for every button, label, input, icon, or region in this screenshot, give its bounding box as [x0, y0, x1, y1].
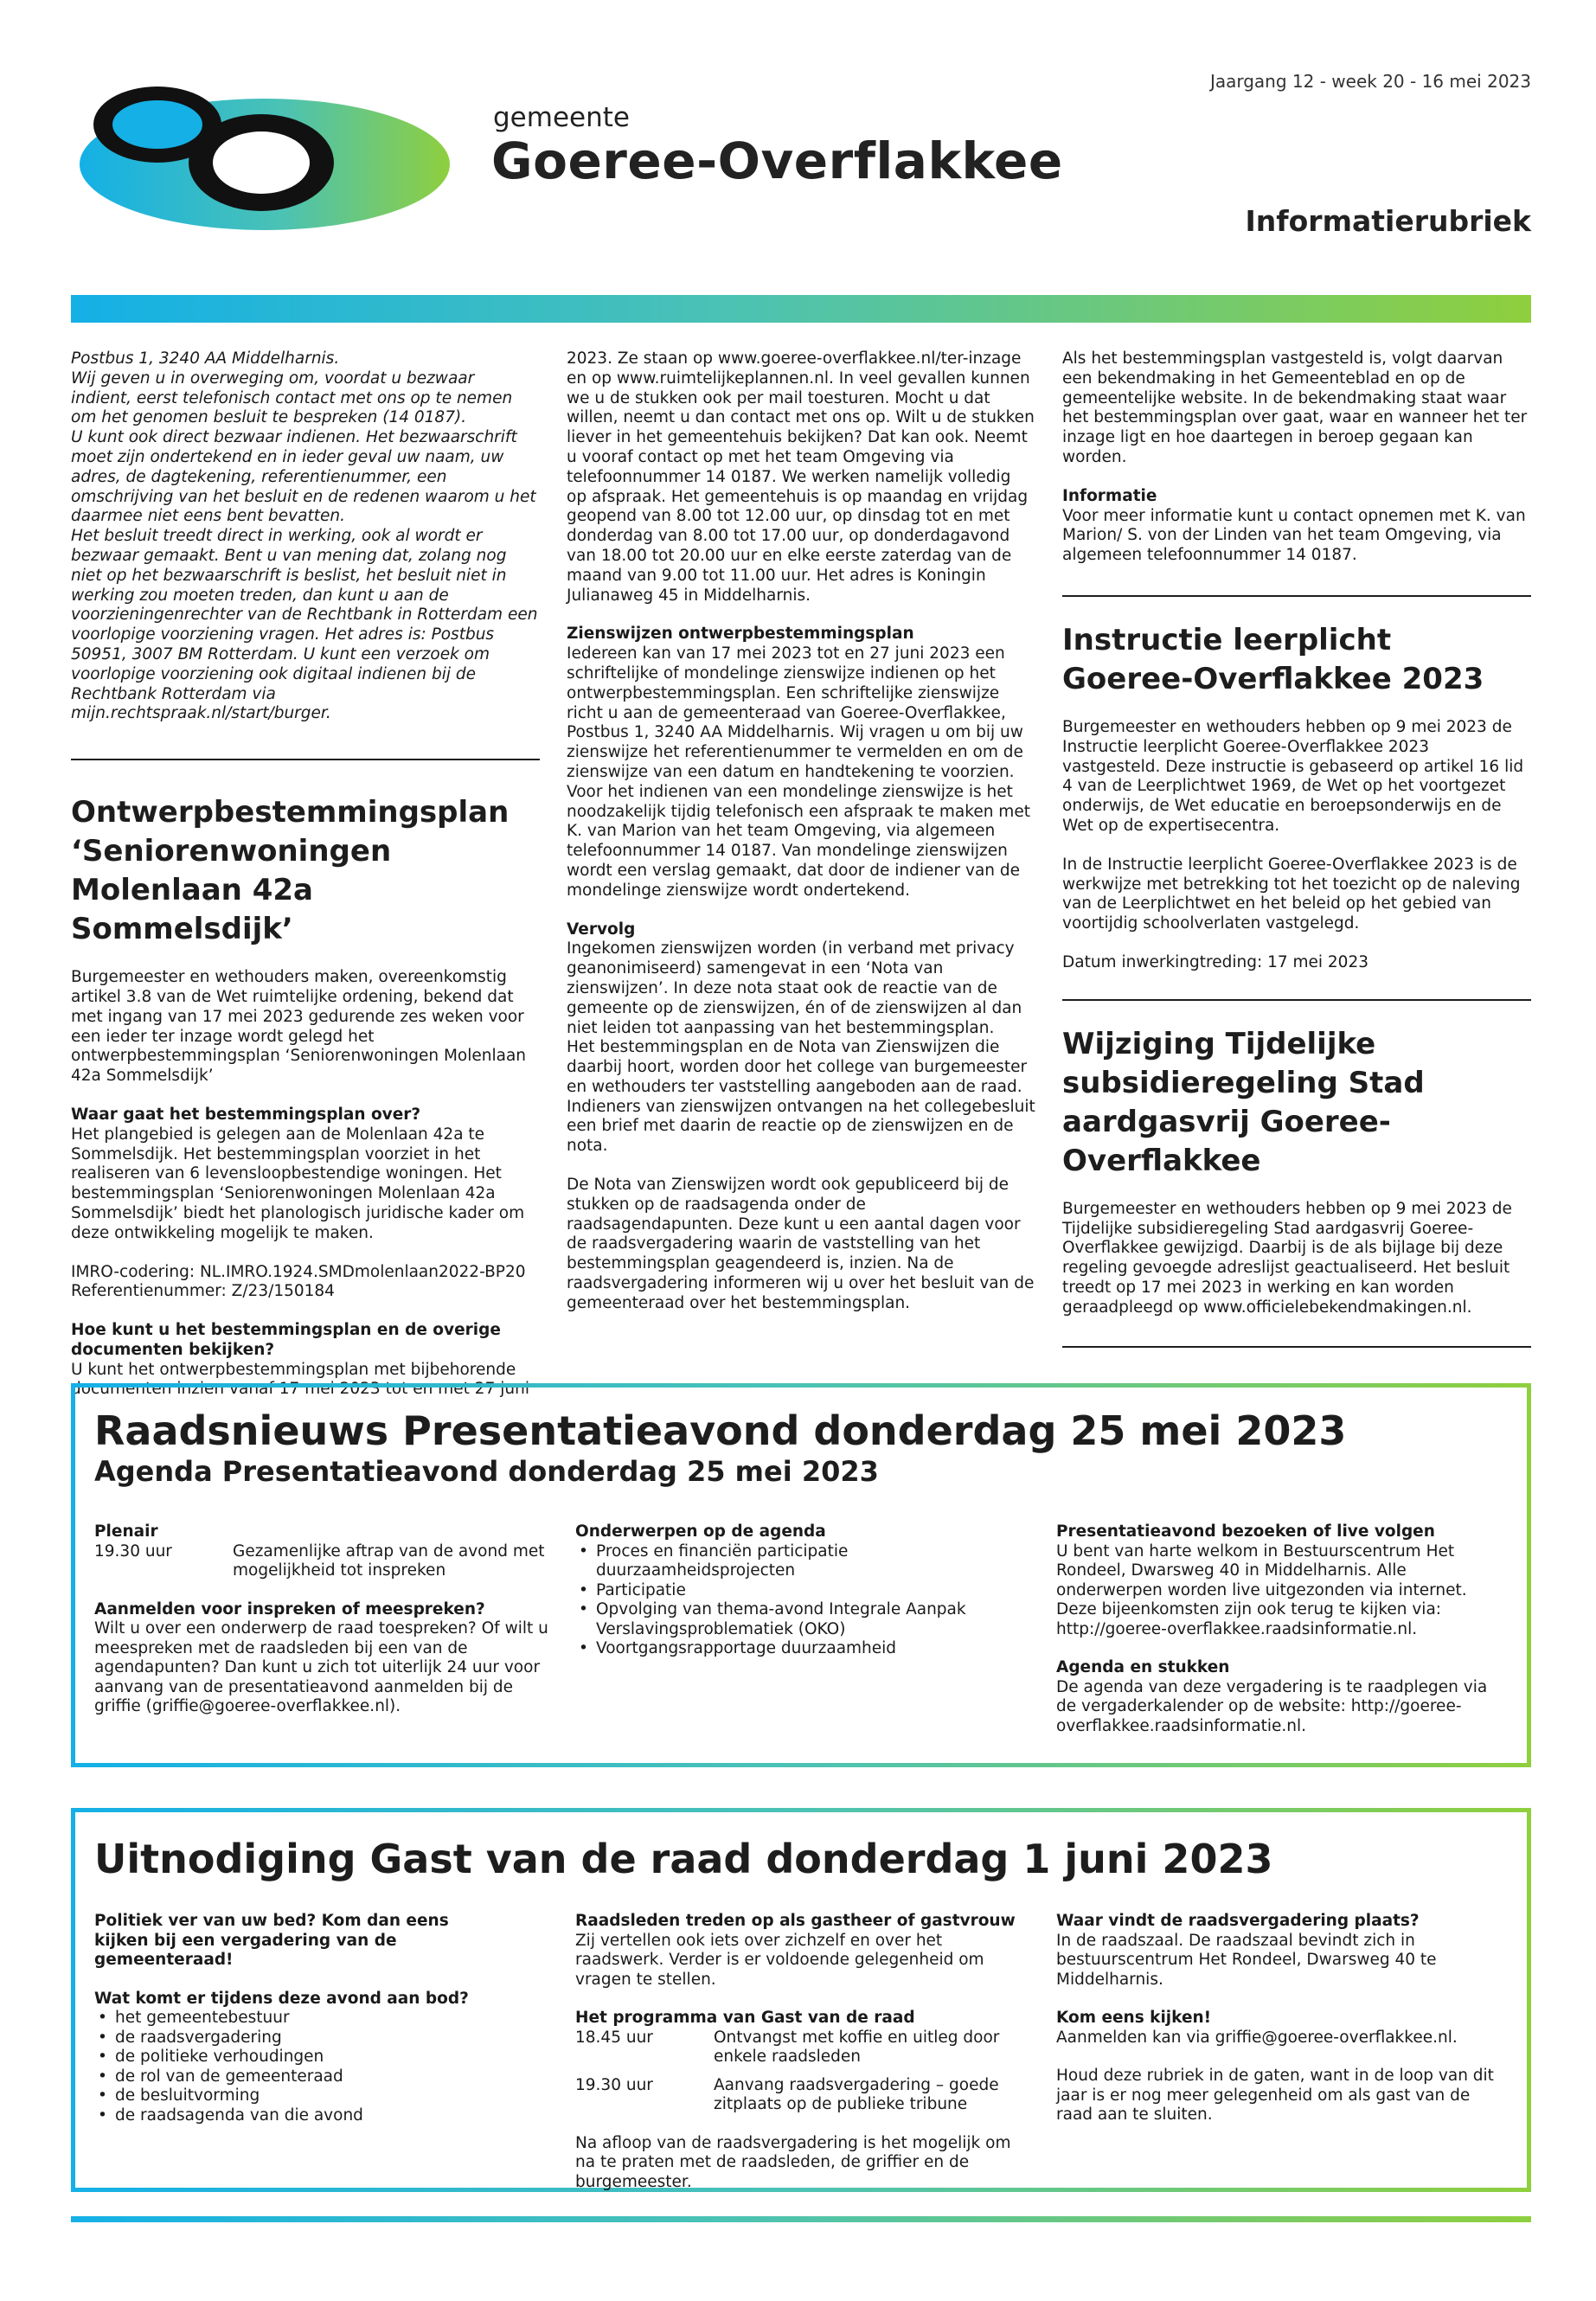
- header-gradient-bar: [71, 295, 1531, 323]
- subheading: Plenair: [94, 1522, 158, 1541]
- agenda-column-2: [575, 1522, 1025, 1659]
- list-item: • de besluitvorming: [94, 2086, 501, 2106]
- subheading: Raadsleden treden op als gastheer of gastvrouw: [575, 1912, 1016, 1930]
- list-item: • de raadsagenda van die avond: [94, 2106, 501, 2126]
- subheading: Waar vindt de raadsvergadering plaats?: [1056, 1912, 1420, 1930]
- subheading: Waar gaat het bestemmingsplan over?: [71, 1105, 421, 1124]
- box-title: Raadsnieuws Presentatieavond donderdag 25 mei 2023: [94, 1407, 1347, 1454]
- subheading: Het programma van Gast van de raad: [575, 2009, 915, 2027]
- paragraph: In de raadszaal. De raadszaal bevindt zich in bestuurscentrum Het Rondeel, Dwarsweg 40 te Middelharnis.: [1056, 1931, 1437, 1989]
- paragraph: U bent van harte welkom in Bestuurscentrum Het Rondeel, Dwarsweg 40 in Middelharnis. Alle onderwerpen worden live uitgezonden via internet. Deze bijeenkomsten zijn ook terug te kijken via: http://goeree-overflakkee.raadsinformatie.nl.: [1056, 1541, 1467, 1638]
- council-news-box: [71, 1383, 1531, 1767]
- program-time: 19.30 uur: [575, 2075, 653, 2094]
- agenda-column-1: [94, 1522, 553, 1717]
- column-1: [71, 349, 540, 1400]
- divider: [71, 759, 540, 760]
- agenda-column-3: [1056, 1522, 1506, 1736]
- paragraph: Het bestemmingsplan en de Nota van Zienswijzen die daarbij hoort, worden door het college van burgemeester en wethouders ter vaststelling aangeboden aan de raad. Indieners van zienswijzen ontvangen na het collegebesluit een brief met daarin de reactie op de zienswijzen en de nota.: [567, 1038, 1035, 1156]
- subheading: Vervolg: [567, 920, 636, 939]
- paragraph: Burgemeester en wethouders hebben op 9 mei 2023 de Tijdelijke subsidieregeling Stad aardgasvrij Goeree-Overflakkee gewijzigd. Daarbij is de als bijlage bij deze regeling gevoegde adreslijst geactualiseerd. Het besluit treedt op 17 mei 2023 in werking en kan worden geraadpleegd op www.officielebekendmakingen.nl.: [1062, 1199, 1512, 1317]
- issue-info: Jaargang 12 - week 20 - 16 mei 2023: [1209, 71, 1531, 92]
- list-item: • Voortgangsrapportage duurzaamheid: [575, 1639, 1025, 1659]
- paragraph: Aanmelden kan via griffie@goeree-overflakkee.nl.: [1056, 2028, 1458, 2047]
- objection-notice: [71, 349, 540, 724]
- agenda-list: [575, 1542, 1025, 1659]
- paragraph: De agenda van deze vergadering is te raadplegen via de vergaderkalender op de website: http://goeree-overflakkee.raadsinformatie.nl.: [1056, 1677, 1488, 1735]
- paragraph: Het plangebied is gelegen aan de Molenlaan 42a te Sommelsdijk. Het bestemmingsplan voorziet in het realiseren van 6 levensloopbestendige woningen. Het bestemmingsplan ‘Seniorenwoningen Molenlaan 42a Sommelsdijk’ biedt het planologisch juridische kader om deze ontwikkeling mogelijk te maken.: [71, 1125, 525, 1242]
- program-desc: Aanvang raadsvergadering – goede zitplaats op de publieke tribune: [714, 2075, 999, 2113]
- subheading: Agenda en stukken: [1056, 1658, 1230, 1676]
- program-row: [575, 2029, 1034, 2067]
- paragraph: Wilt u over een onderwerp de raad toespreken? Of wilt u meespreken met de raadsleden bij een van de agendapunten? Dan kunt u zich tot uiterlijk 24 uur voor aanvang van de presentatieavond aanmelden bij de griffie (griffie@goeree-overflakkee.nl).: [94, 1619, 548, 1715]
- municipality-logo: [73, 73, 453, 237]
- list-item: • de rol van de gemeenteraad: [94, 2067, 501, 2087]
- paragraph: Burgemeester en wethouders hebben op 9 mei 2023 de Instructie leerplicht Goeree-Overflakkee 2023 vastgesteld. Deze instructie is gebaseerd op artikel 16 lid 4 van de Leerplichtwet 1969, de Wet op het voortgezet onderwijs, de Wet educatie en beroepsonderwijs en de Wet op de expertisecentra.: [1062, 717, 1524, 835]
- paragraph: Ingekomen zienswijzen worden (in verband met privacy geanonimiseerd) samengevat in een ‘Nota van zienswijzen’. In deze nota staat ook de reactie van de gemeente op de zienswijzen, én of de zienswijzen al dan niet leiden tot aanpassing van het bestemmingsplan.: [567, 939, 1022, 1037]
- list-item: • Proces en financiën participatie duurzaamheidsprojecten: [575, 1542, 1025, 1581]
- article-title: Instructie leerplicht Goeree-Overflakkee 2023: [1062, 622, 1484, 696]
- subheading: Onderwerpen op de agenda: [575, 1522, 826, 1541]
- paragraph: De Nota van Zienswijzen wordt ook gepubliceerd bij de stukken op de raadsagenda onder de raadsagendapunten. Deze kunt u een aantal dagen voor de raadsvergadering waarin de vaststelling van het bestemmingsplan geagendeerd is, inzien. Na de raadsvergadering informeren wij u over het besluit van de gemeenteraad over het bestemmingsplan.: [567, 1176, 1035, 1312]
- list-item: • de raadsvergadering: [94, 2029, 501, 2048]
- box-subtitle: Agenda Presentatieavond donderdag 25 mei 2023: [94, 1455, 879, 1488]
- column-3: [1062, 349, 1531, 1348]
- paragraph: Datum inwerkingtreding: 17 mei 2023: [1062, 952, 1368, 971]
- article-title: Wijziging Tijdelijke subsidieregeling Stad aardgasvrij Goeree-Overflakkee: [1062, 1026, 1425, 1178]
- subheading: Aanmelden voor inspreken of meespreken?: [94, 1599, 485, 1618]
- imro-code: IMRO-codering: NL.IMRO.1924.SMDmolenlaan2022-BP20: [71, 1262, 526, 1281]
- divider: [1062, 999, 1531, 1001]
- invite-column-3: [1056, 1912, 1506, 2125]
- paragraph: Burgemeester en wethouders maken, overeenkomstig artikel 3.8 van de Wet ruimtelijke ordening, bekend dat met ingang van 17 mei 2023 gedurende zes weken voor een ieder ter inzage wordt gelegd het ontwerpbestemmingsplan ‘Seniorenwoningen Molenlaan 42a Sommelsdijk’: [71, 968, 527, 1086]
- schedule-row: [94, 1542, 553, 1581]
- guest-invitation-box: [71, 1808, 1531, 2192]
- reference-number: Referentienummer: Z/23/150184: [71, 1282, 335, 1301]
- article-title: Ontwerpbestemmingsplan ‘Seniorenwoningen Molenlaan 42a Sommelsdijk’: [71, 795, 510, 947]
- brand-prefix: gemeente: [493, 102, 630, 133]
- list-item: • de politieke verhoudingen: [94, 2048, 501, 2067]
- subheading: Presentatieavond bezoeken of live volgen: [1056, 1522, 1435, 1541]
- paragraph: Als het bestemmingsplan vastgesteld is, volgt daarvan een bekendmaking in het Gemeenteblad en op de gemeentelijke website. In de bekendmaking staat waar het bestemmingsplan over gaat, waar en wanneer het ter inzage ligt en hoe daartegen in beroep gegaan kan worden.: [1062, 349, 1528, 466]
- subheading: Politiek ver van uw bed? Kom dan eens kijken bij een vergadering van de gemeenteraad!: [94, 1912, 449, 1969]
- subheading: Zienswijzen ontwerpbestemmingsplan: [567, 625, 914, 644]
- paragraph: Na afloop van de raadsvergadering is het mogelijk om na te praten met de raadsleden, de griffier en de burgemeester.: [575, 2133, 1011, 2191]
- schedule-desc: Gezamenlijke aftrap van de avond met mogelijkheid tot inspreken: [233, 1541, 545, 1580]
- subheading: Informatie: [1062, 486, 1157, 505]
- program-desc: Ontvangst met koffie en uitleg door enkele raadsleden: [714, 2028, 1000, 2066]
- footer-gradient-bar: [71, 2216, 1531, 2222]
- paragraph: In de Instructie leerplicht Goeree-Overflakkee 2023 is de werkwijze met betrekking tot het toezicht op de naleving van de Leerplichtwet en het beleid op het gebied van voortijdig schoolverlaten vastgelegd.: [1062, 855, 1521, 933]
- intro-line: Het besluit treedt direct in werking, ook al wordt er bezwaar gemaakt. Bent u van mening dat, zolang nog niet op het bezwaarschrift is beslist, het besluit niet in werking zou moeten treden, dan kunt u aan de voorzieningenrechter van de Rechtbank in Rotterdam een voorlopige voorziening vragen. Het adres is: Postbus 50951, 3007 BM Rotterdam. U kunt een verzoek om voorlopige voorziening ook digitaal indienen bij de Rechtbank Rotterdam via mijn.rechtspraak.nl/start/burger.: [71, 527, 538, 723]
- intro-line: U kunt ook direct bezwaar indienen. Het bezwaarschrift moet zijn ondertekend en in ieder geval uw naam, uw adres, de dagtekening, referentienummer, een omschrijving van het besluit en de redenen waarom u het daarmee niet eens bent bevatten.: [71, 428, 536, 526]
- subheading: Hoe kunt u het bestemmingsplan en de overige documenten bekijken?: [71, 1321, 501, 1359]
- program-row: [575, 2076, 1034, 2115]
- program-time: 18.45 uur: [575, 2028, 653, 2047]
- list-item: • Participatie: [575, 1581, 1025, 1601]
- divider: [1062, 595, 1531, 597]
- subheading: Kom eens kijken!: [1056, 2009, 1212, 2027]
- invite-column-2: [575, 1912, 1034, 2192]
- brand-name: Goeree-Overflakkee: [491, 131, 1063, 190]
- list-item: • Opvolging van thema-avond Integrale Aanpak Verslavingsproblematiek (OKO): [575, 1600, 1025, 1639]
- section-label: Informatierubriek: [1245, 204, 1531, 238]
- divider: [1062, 1346, 1531, 1348]
- column-2: [567, 349, 1035, 1333]
- subheading: Wat komt er tijdens deze avond aan bod?: [94, 1989, 469, 2008]
- list-item: • het gemeentebestuur: [94, 2009, 501, 2029]
- paragraph: Houd deze rubriek in de gaten, want in de loop van dit jaar is er nog meer gelegenheid om als gast van de raad aan te sluiten.: [1056, 2067, 1494, 2124]
- schedule-time: 19.30 uur: [94, 1541, 172, 1561]
- paragraph: 2023. Ze staan op www.goeree-overflakkee.nl/ter-inzage en op www.ruimtelijkeplannen.nl. In veel gevallen kunnen we u de stukken ook per mail toesturen. Mocht u dat willen, neemt u dan contact met ons op. Wilt u de stukken liever in het gemeentehuis bekijken? Dat kan ook. Neemt u vooraf contact op met het team Omgeving via telefoonnummer 14 0187. We werken namelijk volledig op afspraak. Het gemeentehuis is op maandag en vrijdag geopend van 8.00 tot 12.00 uur, op dinsdag tot en met donderdag van 8.00 tot 17.00 uur, op donderdagavond van 18.00 tot 20.00 uur en elke eerste zaterdag van de maand van 9.00 tot 11.00 uur. Het adres is Koningin Julianaweg 45 in Middelharnis.: [567, 349, 1035, 605]
- paragraph: Iedereen kan van 17 mei 2023 tot en 27 juni 2023 een schriftelijke of mondelinge zienswijze indienen op het ontwerpbestemmingsplan. Een schriftelijke zienswijze richt u aan de gemeenteraad van Goeree-Overflakkee, Postbus 1, 3240 AA Middelharnis. Wij vragen u om bij uw zienswijze het referentienummer te vermelden en om de zienswijze van een datum en handtekening te voorzien. Voor het indienen van een mondelinge zienswijze is het noodzakelijk tijdig telefonisch een afspraak te maken met K. van Marion van het team Omgeving, via algemeen telefoonnummer 14 0187. Van mondelinge zienswijzen wordt een verslag gemaakt, dat door de indiener van de mondelinge zienswijze wordt ondertekend.: [567, 644, 1030, 900]
- box-title: Uitnodiging Gast van de raad donderdag 1 juni 2023: [94, 1836, 1273, 1882]
- invite-column-1: [94, 1912, 501, 2125]
- intro-line: Wij geven u in overweging om, voordat u bezwaar indient, eerst telefonisch contact met ons op te nemen om het genomen besluit te bespreken (14 0187).: [71, 369, 513, 427]
- topics-list: [94, 2009, 501, 2125]
- paragraph: U kunt het ontwerpbestemmingsplan met bijbehorende documenten inzien vanaf 17 mei 2023 tot en met 27 juni: [71, 1360, 529, 1399]
- paragraph: Zij vertellen ook iets over zichzelf en over het raadswerk. Verder is er voldoende gelegenheid om vragen te stellen.: [575, 1931, 984, 1989]
- paragraph: Voor meer informatie kunt u contact opnemen met K. van Marion/ S. von der Linden van het team Omgeving, via algemeen telefoonnummer 14 0187.: [1062, 506, 1526, 565]
- intro-line: Postbus 1, 3240 AA Middelharnis.: [71, 349, 340, 368]
